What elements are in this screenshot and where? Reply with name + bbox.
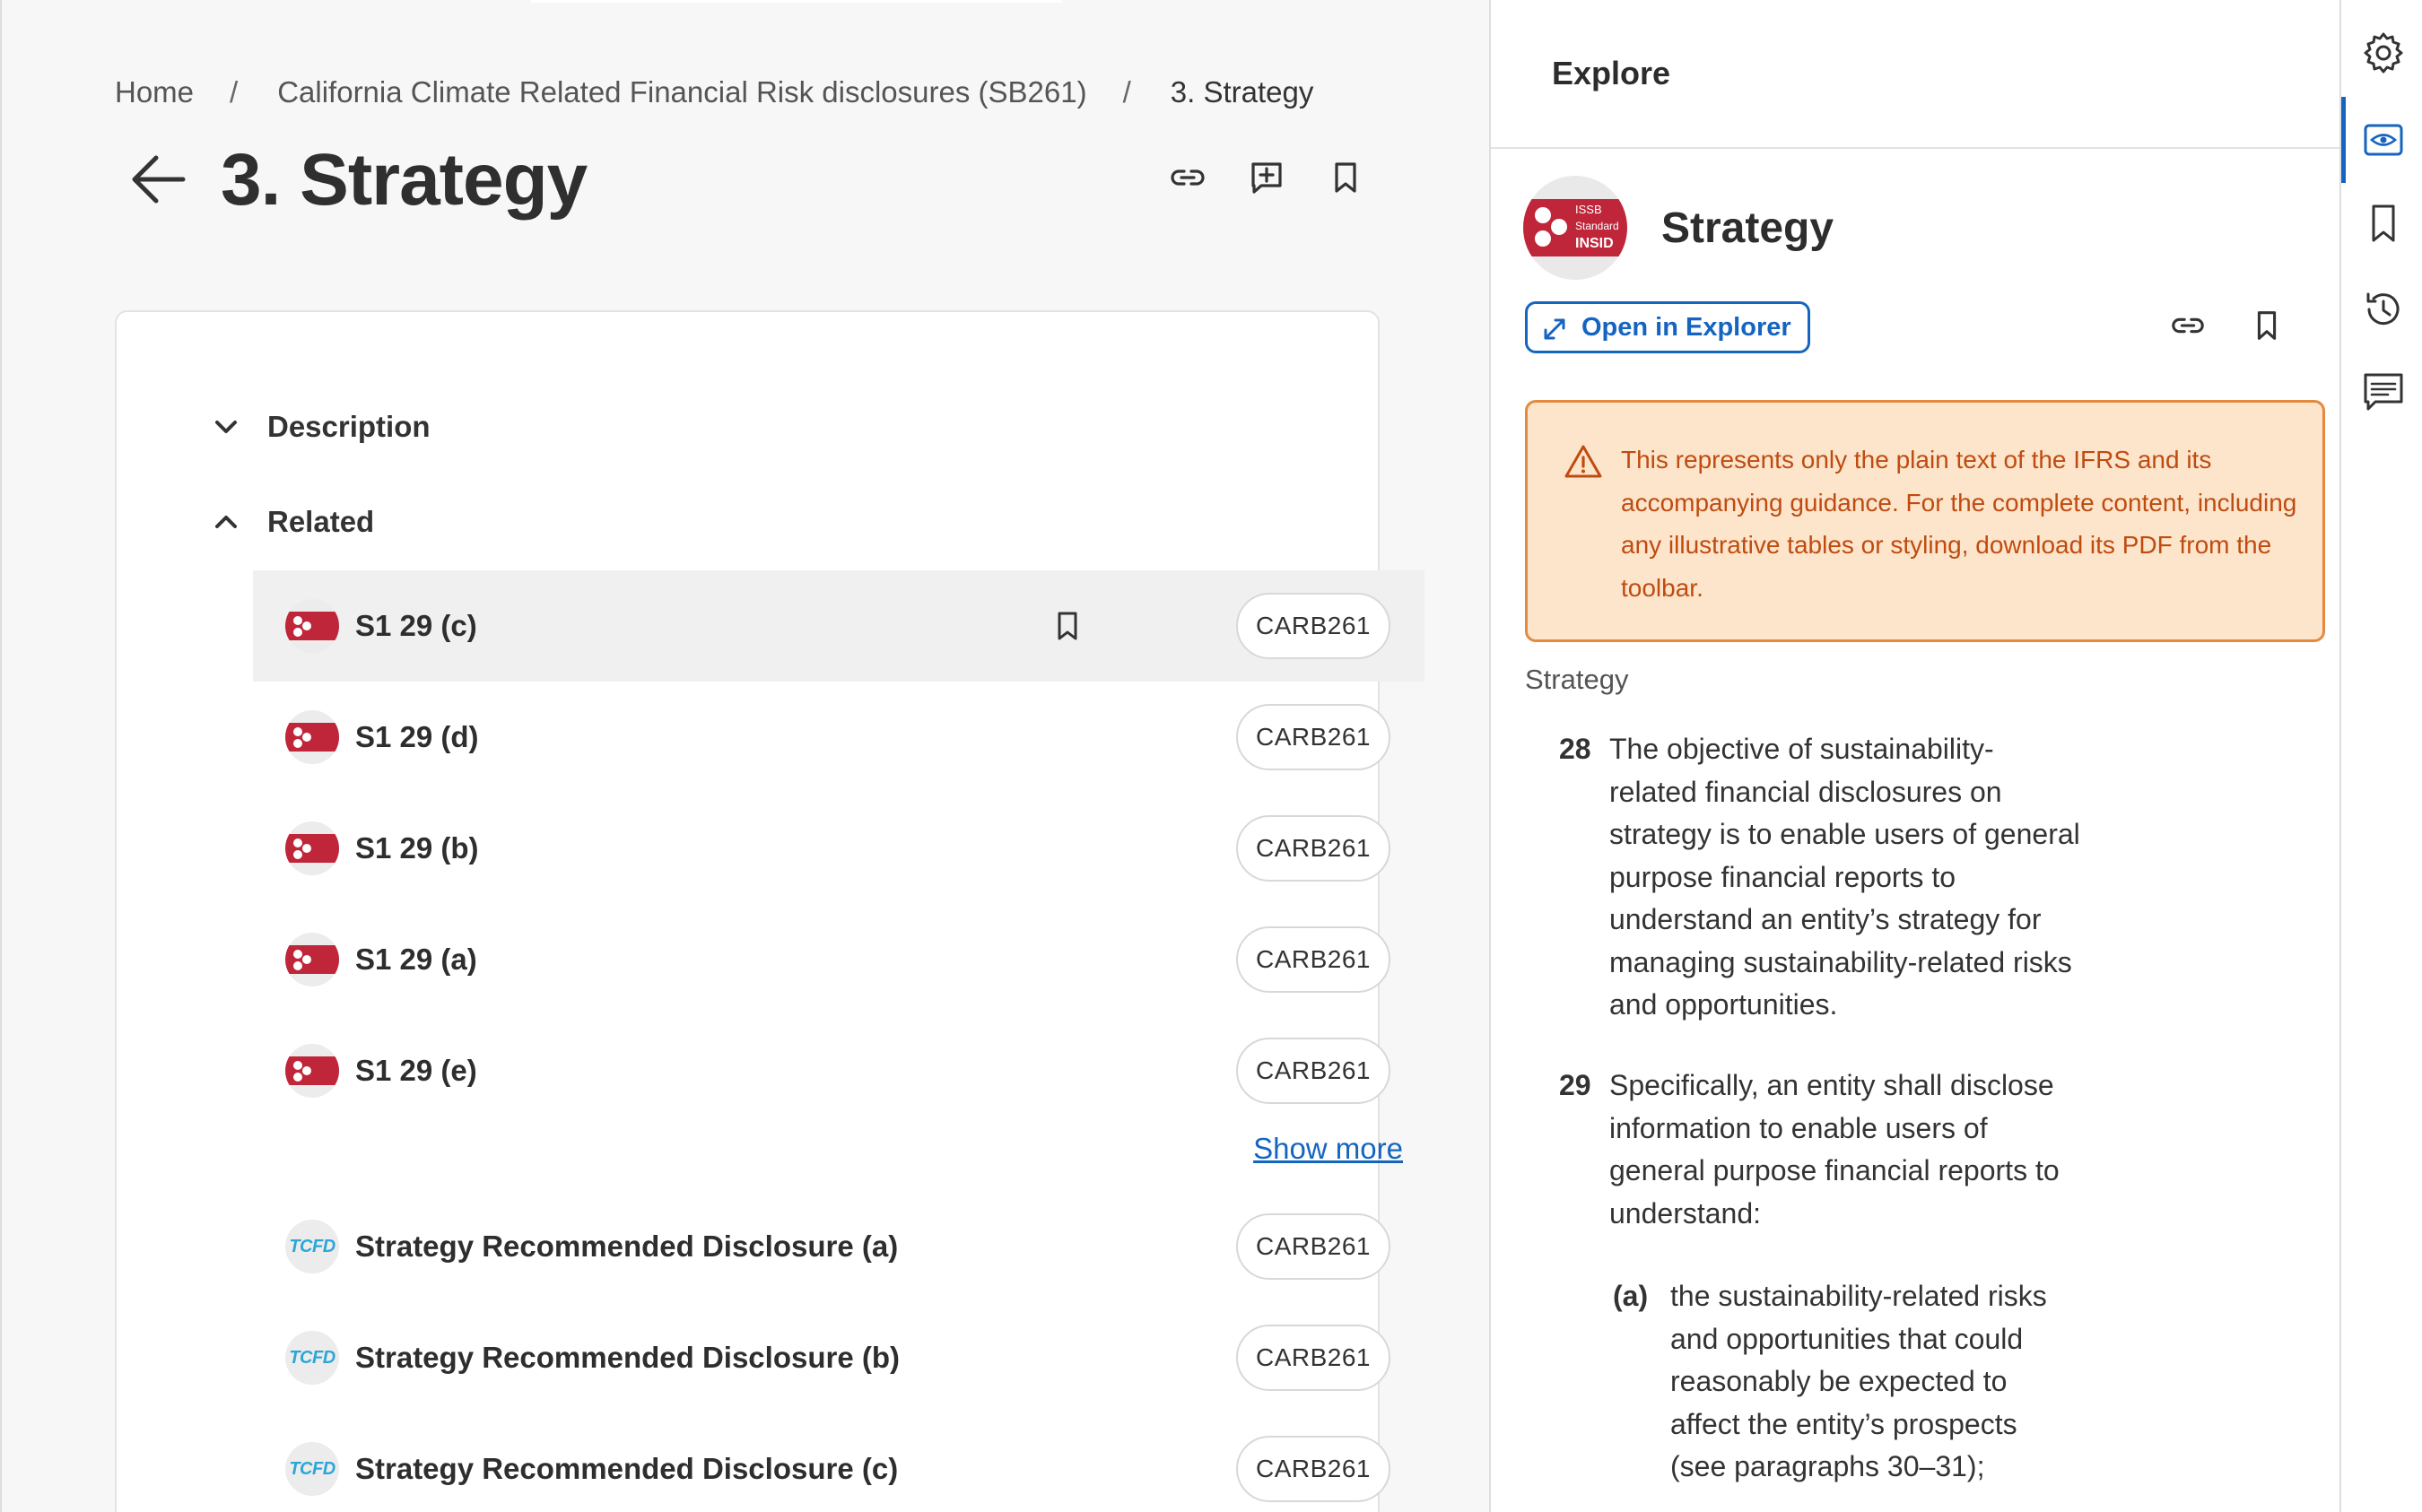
chevron-up-icon xyxy=(208,504,244,540)
related-item[interactable] xyxy=(253,1302,1424,1413)
issb-logo-icon xyxy=(1523,176,1627,280)
logo-line2: Standard xyxy=(1575,220,1619,232)
breadcrumb-current: 3. Strategy xyxy=(1170,75,1314,109)
paragraph-28 xyxy=(1559,728,2277,1033)
paragraph-29 xyxy=(1559,1064,2277,1244)
related-item-label: Strategy Recommended Disclosure (b) xyxy=(355,1341,900,1374)
paragraph-text: Specifically, an entity shall disclose information to enable users of general purpose financial reports to understand: xyxy=(1609,1069,2060,1230)
title-actions xyxy=(1168,158,1365,197)
paragraph-number: 29 xyxy=(1559,1069,1591,1101)
content-card xyxy=(115,310,1403,1512)
related-item-label: S1 29 (d) xyxy=(355,720,479,753)
open-in-explorer-label: Open in Explorer xyxy=(1581,312,1791,342)
page-title: 3. Strategy xyxy=(221,139,588,221)
issb-logo-icon xyxy=(285,599,339,653)
paragraph-text: The objective of sustainability- related financial disclosures on strategy is to enable users of general purpose financial reports to understand an entity’s strategy for managing sustainability-related risks and opportunities. xyxy=(1609,733,2080,1021)
breadcrumb-home[interactable]: Home xyxy=(115,75,195,109)
tag-pill[interactable]: CARB261 xyxy=(1236,815,1390,882)
tag-pill[interactable]: CARB261 xyxy=(1236,1038,1390,1104)
subparagraph-text: the sustainability-related risks and opportunities that could reasonably be expected to affect the entity’s prospects (see paragraphs 30–31); xyxy=(1670,1280,2047,1482)
right-rail xyxy=(2341,0,2422,1512)
related-item-label: S1 29 (c) xyxy=(355,609,477,642)
issb-logo-icon xyxy=(285,821,339,875)
related-item[interactable] xyxy=(253,682,1424,793)
link-icon[interactable] xyxy=(1168,158,1207,197)
gear-icon[interactable] xyxy=(2361,30,2406,75)
logo-line1: ISSB xyxy=(1575,203,1602,216)
comments-icon[interactable] xyxy=(2361,369,2406,414)
eye-icon[interactable] xyxy=(2361,117,2406,162)
paragraph-number: 28 xyxy=(1559,733,1591,765)
rail-active-indicator xyxy=(2341,97,2346,183)
tag-pill[interactable]: CARB261 xyxy=(1236,1325,1390,1391)
related-item[interactable] xyxy=(253,570,1424,682)
breadcrumb-separator: / xyxy=(1122,75,1131,109)
chevron-down-icon xyxy=(208,409,244,445)
section-related-label: Related xyxy=(267,505,375,538)
logo-line3: INSID xyxy=(1575,236,1614,251)
open-in-explorer-button[interactable] xyxy=(1525,301,1810,353)
explore-panel xyxy=(1489,0,2341,1512)
related-item[interactable] xyxy=(253,904,1424,1015)
back-arrow-icon[interactable] xyxy=(127,151,190,208)
related-item[interactable] xyxy=(253,1413,1424,1512)
tag-pill[interactable]: CARB261 xyxy=(1236,704,1390,770)
explore-header: Explore xyxy=(1491,0,2339,149)
warning-text: This represents only the plain text of the IFRS and its accompanying guidance. For the complete content, including any illustrative tables or styling, download its PDF from the toolbar. xyxy=(1621,446,2297,602)
subparagraph-number: (a) xyxy=(1613,1280,1649,1312)
section-description-label: Description xyxy=(267,410,431,443)
tag-pill[interactable]: CARB261 xyxy=(1236,1213,1390,1280)
related-list xyxy=(253,570,1424,1512)
related-item-label: S1 29 (a) xyxy=(355,943,477,976)
history-icon[interactable] xyxy=(2361,287,2406,332)
title-row xyxy=(127,133,1365,224)
subparagraph-a xyxy=(1613,1275,2295,1499)
section-name: Strategy xyxy=(1525,664,1629,695)
breadcrumb xyxy=(115,75,1313,109)
tcfd-logo-icon: TCFD xyxy=(285,1442,339,1496)
bookmark-icon[interactable] xyxy=(2361,201,2406,246)
tcfd-logo-icon: TCFD xyxy=(285,1331,339,1385)
related-item[interactable] xyxy=(253,1015,1424,1126)
bookmark-icon[interactable] xyxy=(1050,608,1085,644)
link-icon[interactable] xyxy=(2169,307,2207,344)
breadcrumb-parent[interactable]: California Climate Related Financial Risk disclosures (SB261) xyxy=(277,75,1087,109)
related-item-label: S1 29 (e) xyxy=(355,1054,477,1087)
section-description-toggle[interactable] xyxy=(208,409,431,445)
issb-logo-icon xyxy=(285,710,339,764)
related-item[interactable] xyxy=(253,793,1424,904)
breadcrumb-separator: / xyxy=(230,75,239,109)
issb-logo-icon xyxy=(285,933,339,986)
tag-pill[interactable]: CARB261 xyxy=(1236,926,1390,993)
bookmark-icon[interactable] xyxy=(1326,158,1365,197)
top-accent xyxy=(531,0,1062,3)
warning-icon xyxy=(1564,442,1603,482)
tcfd-logo-icon: TCFD xyxy=(285,1220,339,1273)
warning-banner xyxy=(1525,400,2325,642)
show-more-link[interactable]: Show more xyxy=(1253,1132,1403,1165)
section-related-toggle[interactable] xyxy=(208,504,374,540)
explore-title: Strategy xyxy=(1661,204,1834,252)
tag-pill[interactable]: CARB261 xyxy=(1236,1436,1390,1502)
issb-logo-icon xyxy=(285,1044,339,1098)
related-item-label: S1 29 (b) xyxy=(355,831,479,865)
explore-item-header xyxy=(1523,176,1834,280)
tag-pill[interactable]: CARB261 xyxy=(1236,593,1390,659)
related-item[interactable] xyxy=(253,1191,1424,1302)
explore-actions xyxy=(2169,307,2286,344)
show-more-row xyxy=(253,1126,1424,1191)
bookmark-icon[interactable] xyxy=(2248,307,2286,344)
expand-icon xyxy=(1540,315,1569,343)
related-item-label: Strategy Recommended Disclosure (a) xyxy=(355,1230,899,1263)
add-comment-icon[interactable] xyxy=(1247,158,1286,197)
related-item-label: Strategy Recommended Disclosure (c) xyxy=(355,1452,899,1485)
